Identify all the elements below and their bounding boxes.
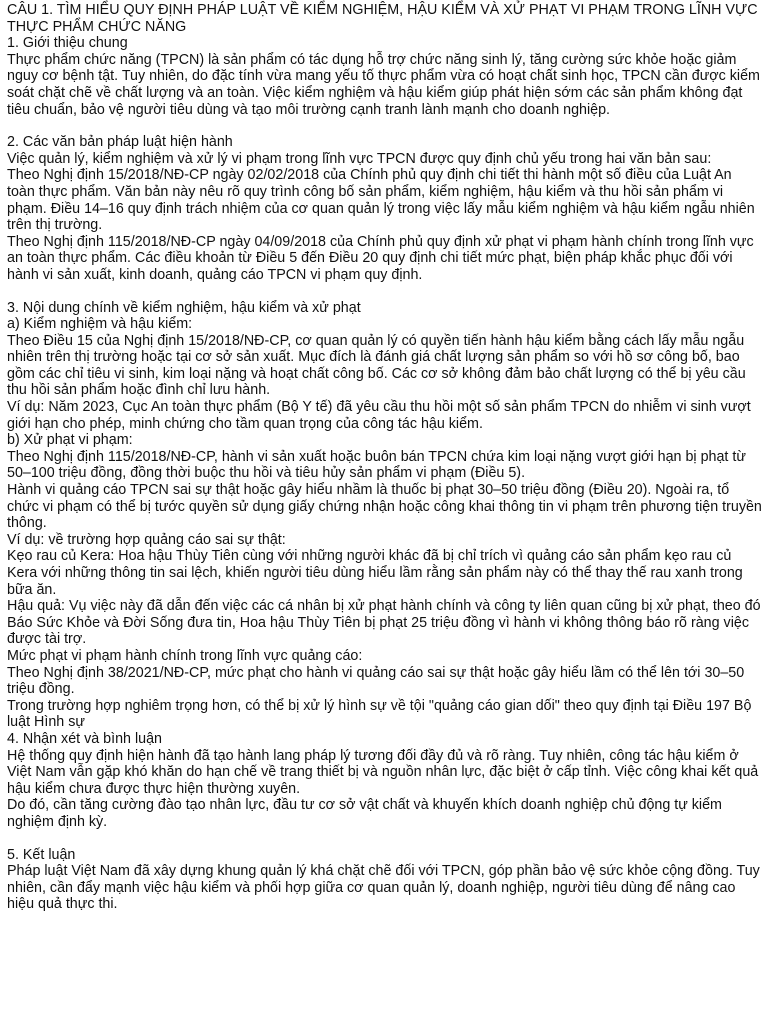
section-1-paragraph-1: Thực phẩm chức năng (TPCN) là sản phẩm có tác dụng hỗ trợ chức năng sinh lý, tăng cường sức khỏe hoặc giảm nguy cơ bệnh tật. Tuy nhiên, do đặc tính vừa mang yếu tố thực phẩm vừa có hoạt chất sinh học, TPCN cần được kiểm soát chặt chẽ về chất lượng và an toàn. Việc kiểm nghiệm và hậu kiểm giúp phát hiện sớm các sản phẩm không đạt tiêu chuẩn, bảo vệ người tiêu dùng và tạo môi trường cạnh tranh lành mạnh cho doanh nghiệp. xyxy=(7,51,764,118)
paragraph-gap xyxy=(7,831,763,847)
document-title: CÂU 1. TÌM HIỂU QUY ĐỊNH PHÁP LUẬT VỀ KIỂM NGHIỆM, HẬU KIỂM VÀ XỬ PHẠT VI PHẠM TRONG LĨNH VỰC THỰC PHẨM CHỨC NĂNG xyxy=(7,2,762,35)
document-page xyxy=(7,2,766,913)
section-3-heading: 3. Nội dung chính về kiểm nghiệm, hậu kiểm và xử phạt xyxy=(7,299,361,316)
paragraph-gap xyxy=(7,118,763,134)
section-3b-paragraph-3: Ví dụ: về trường hợp quảng cáo sai sự thật: xyxy=(7,531,286,548)
section-4-heading: 4. Nhận xét và bình luận xyxy=(7,730,162,747)
section-4-paragraph-1: Hệ thống quy định hiện hành đã tạo hành lang pháp lý tương đối đầy đủ và rõ ràng. Tuy nhiên, công tác hậu kiểm ở Việt Nam vẫn gặp khó khăn do hạn chế về trang thiết bị và nguồn nhân lực, đặc biệt ở cấp tỉnh. Việc công khai kết quả hậu kiểm chưa được thực hiện thường xuyên. xyxy=(7,747,763,797)
section-3b-paragraph-5: Hậu quả: Vụ việc này đã dẫn đến việc các cá nhân bị xử phạt hành chính và công ty liên quan cũng bị xử phạt, theo đó Báo Sức Khỏe và Đời Sống đưa tin, Hoa hậu Thùy Tiên bị phạt 25 triệu đồng vì hành vi không thông báo rõ ràng việc được tài trợ. xyxy=(7,598,765,648)
section-3a-heading: a) Kiểm nghiệm và hậu kiểm: xyxy=(7,316,193,333)
section-2-paragraph-3: Theo Nghị định 115/2018/NĐ-CP ngày 04/09/2018 của Chính phủ quy định xử phạt vi phạm hành chính trong lĩnh vực an toàn thực phẩm. Các điều khoản từ Điều 5 đến Điều 20 quy định chi tiết mức phạt, biện pháp khắc phục đối với hành vi sản xuất, kinh doanh, quảng cáo TPCN vi phạm quy định. xyxy=(7,233,758,283)
section-2-paragraph-1: Việc quản lý, kiểm nghiệm và xử lý vi phạm trong lĩnh vực TPCN được quy định chủ yếu trong hai văn bản sau: xyxy=(7,150,712,167)
section-3b-heading: b) Xử phạt vi phạm: xyxy=(7,432,133,449)
section-5-heading: 5. Kết luận xyxy=(7,846,76,863)
section-3b-paragraph-1: Theo Nghị định 115/2018/NĐ-CP, hành vi sản xuất hoặc buôn bán TPCN chứa kim loại nặng vượt giới hạn bị phạt từ 50–100 triệu đồng, đồng thời buộc thu hồi và tiêu hủy sản phẩm vi phạm (Điều 5). xyxy=(7,448,750,482)
section-3a-paragraph-1: Theo Điều 15 của Nghị định 15/2018/NĐ-CP, cơ quan quản lý có quyền tiến hành hậu kiểm bằng cách lấy mẫu ngẫu nhiên trên thị trường hoặc tại cơ sở sản xuất. Mục đích là đánh giá chất lượng sản phẩm so với hồ sơ công bố, bao gồm các chỉ tiêu vi sinh, kim loại nặng và hoạt chất công bố. Các cơ sở không đảm bảo chất lượng có thể bị yêu cầu thu hồi sản phẩm hoặc đình chỉ lưu hành. xyxy=(7,332,750,399)
section-5-paragraph-1: Pháp luật Việt Nam đã xây dựng khung quản lý khá chặt chẽ đối với TPCN, góp phần bảo vệ sức khỏe cộng đồng. Tuy nhiên, cần đẩy mạnh việc hậu kiểm và phối hợp giữa cơ quan quản lý, doanh nghiệp, người tiêu dùng để nâng cao hiệu quả thực thi. xyxy=(7,863,764,913)
section-2-heading: 2. Các văn bản pháp luật hiện hành xyxy=(7,134,233,151)
section-3b-paragraph-4: Kẹo rau củ Kera: Hoa hậu Thùy Tiên cùng với những người khác đã bị chỉ trích vì quảng cáo sản phẩm kẹo rau củ Kera với những thông tin sai lệch, khiến người tiêu dùng hiểu lầm rằng sản phẩm này có thể thay thế rau xanh trong bữa ăn. xyxy=(7,548,747,598)
section-3a-paragraph-2: Ví dụ: Năm 2023, Cục An toàn thực phẩm (Bộ Y tế) đã yêu cầu thu hồi một số sản phẩm TPCN do nhiễm vi sinh vượt giới hạn cho phép, minh chứng cho tầm quan trọng của công tác hậu kiểm. xyxy=(7,399,755,432)
section-3b-paragraph-2: Hành vi quảng cáo TPCN sai sự thật hoặc gây hiểu nhầm là thuốc bị phạt 30–50 triệu đồng (Điều 20). Ngoài ra, tổ chức vi phạm có thể bị tước quyền sử dụng giấy chứng nhận hoặc công khai thông tin vi phạm trên phương tiện truyền thông. xyxy=(7,482,766,532)
section-1-heading: 1. Giới thiệu chung xyxy=(7,35,128,52)
paragraph-gap xyxy=(7,284,763,300)
section-3b-paragraph-6: Mức phạt vi phạm hành chính trong lĩnh vực quảng cáo: xyxy=(7,647,363,664)
section-2-paragraph-2: Theo Nghị định 15/2018/NĐ-CP ngày 02/02/2018 của Chính phủ quy định chi tiết thi hành một số điều của Luật An toàn thực phẩm. Văn bản này nêu rõ quy trình công bố sản phẩm, kiểm nghiệm, hậu kiểm và thu hồi sản phẩm vi phạm. Điều 14–16 quy định trách nhiệm của cơ quan quản lý trong việc lấy mẫu kiểm nghiệm và hậu kiểm ngẫu nhiên trên thị trường. xyxy=(7,167,759,234)
section-3b-paragraph-7: Theo Nghị định 38/2021/NĐ-CP, mức phạt cho hành vi quảng cáo sai sự thật hoặc gây hiểu lầm có thể lên tới 30–50 triệu đồng. xyxy=(7,664,749,698)
section-3b-paragraph-8: Trong trường hợp nghiêm trọng hơn, có thể bị xử lý hình sự về tội "quảng cáo gian dối" theo quy định tại Điều 197 Bộ luật Hình sự xyxy=(7,697,756,731)
section-4-paragraph-2: Do đó, cần tăng cường đào tạo nhân lực, đầu tư cơ sở vật chất và khuyến khích doanh nghiệp chủ động tự kiểm nghiệm định kỳ. xyxy=(7,797,726,830)
